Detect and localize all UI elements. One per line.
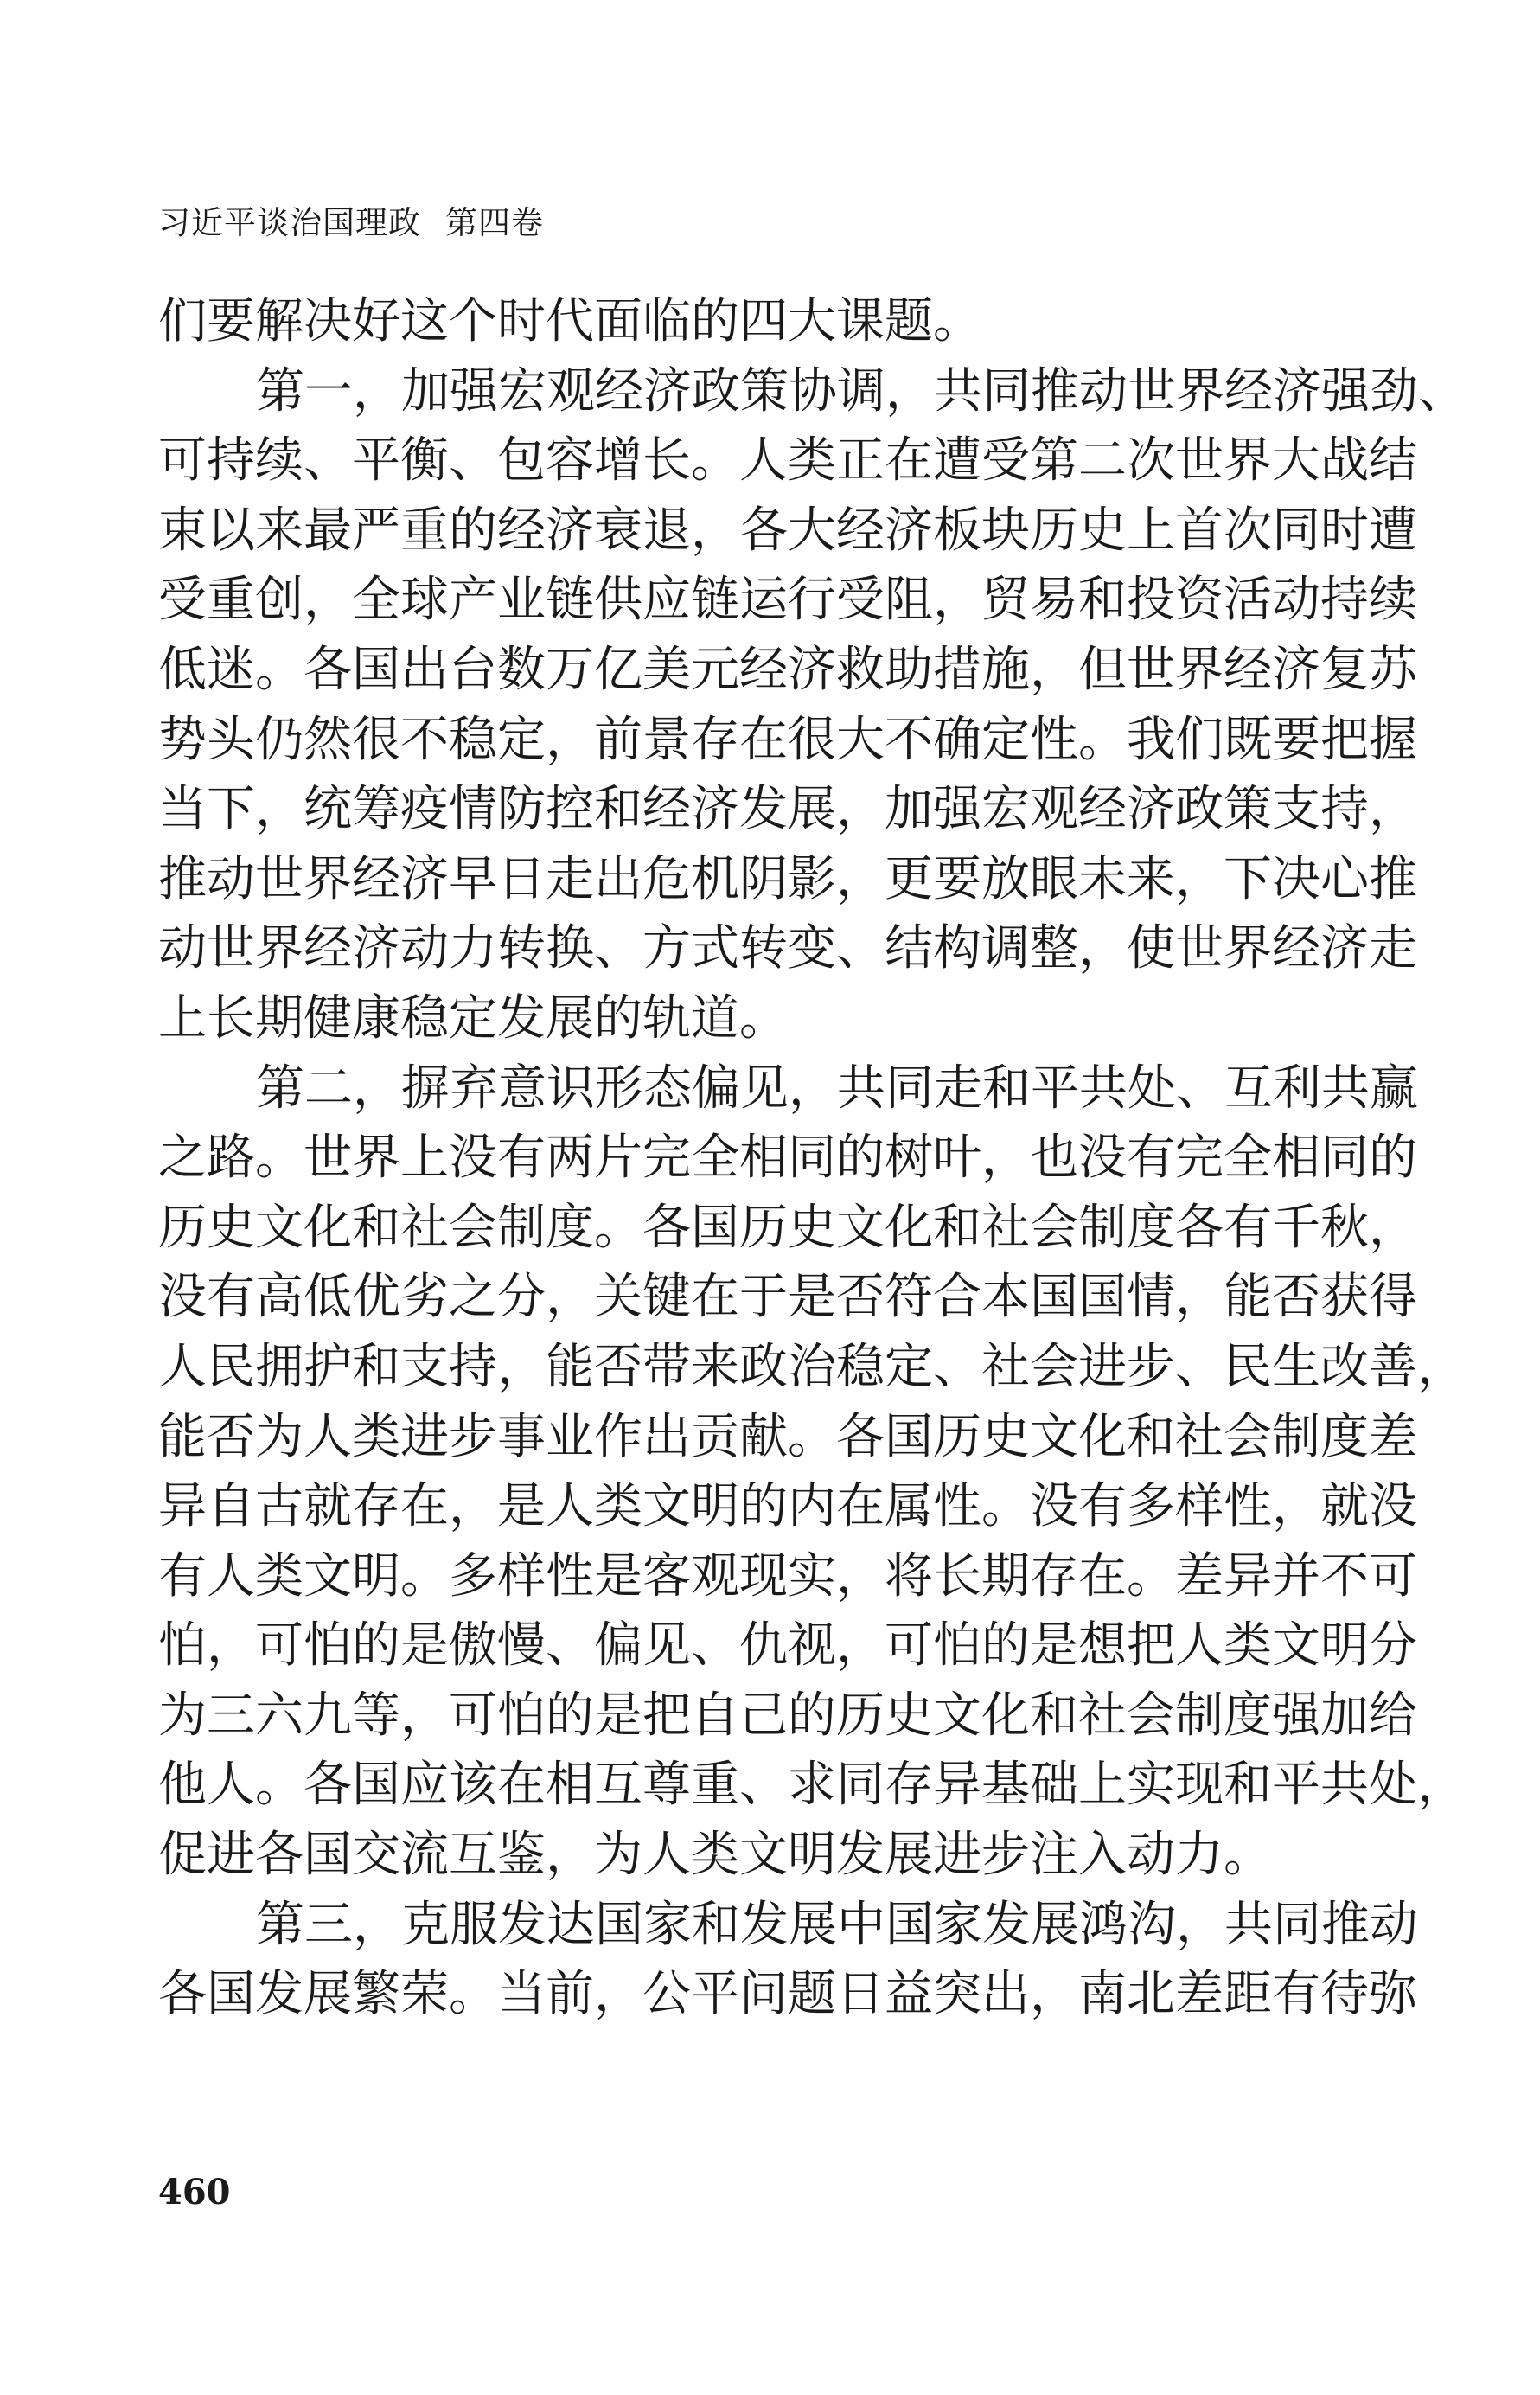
text-line: 们要解决好这个时代面临的四大课题。	[158, 293, 981, 349]
text-line: 束以来最严重的经济衰退，各大经济板块历史上首次同时遭	[158, 502, 1417, 559]
paragraph-first-line: 第三，克服发达国家和发展中国家发展鸿沟，共同推动	[256, 1896, 1418, 1953]
header-book-title: 习近平谈治国理政	[158, 204, 421, 241]
text-line: 异自古就存在，是人类文明的内在属性。没有多样性，就没	[158, 1478, 1417, 1535]
text-line: 没有高低优劣之分，关键在于是否符合本国国情，能否获得	[158, 1269, 1417, 1326]
paragraph-first-line: 第一，加强宏观经济政策协调，共同推动世界经济强劲、	[256, 362, 1467, 419]
text-line: 上长期健康稳定发展的轨道。	[158, 989, 788, 1047]
header-volume: 第四卷	[445, 204, 544, 241]
text-line: 为三六九等，可怕的是把自己的历史文化和社会制度强加给	[158, 1687, 1417, 1744]
text-line: 势头仍然很不稳定，前景存在很大不确定性。我们既要把握	[158, 711, 1417, 768]
text-line: 怕，可怕的是傲慢、偏见、仇视，可怕的是想把人类文明分	[158, 1617, 1417, 1675]
text-line: 他人。各国应该在相互尊重、求同存异基础上实现和平共处，	[158, 1757, 1466, 1814]
text-line: 可持续、平衡、包容增长。人类正在遭受第二次世界大战结	[158, 432, 1417, 490]
page-number: 460	[158, 2172, 231, 2212]
text-line: 动世界经济动力转换、方式转变、结构调整，使世界经济走	[158, 920, 1417, 977]
running-header	[158, 202, 544, 245]
text-line: 能否为人类进步事业作出贡献。各国历史文化和社会制度差	[158, 1408, 1417, 1465]
text-line: 有人类文明。多样性是客观现实，将长期存在。差异并不可	[158, 1547, 1417, 1604]
text-line: 推动世界经济早日走出危机阴影，更要放眼未来，下决心推	[158, 850, 1417, 907]
text-line: 历史文化和社会制度。各国历史文化和社会制度各有千秋，	[158, 1199, 1417, 1256]
paragraph-first-line: 第二，摒弃意识形态偏见，共同走和平共处、互利共赢	[256, 1060, 1418, 1117]
text-line: 低迷。各国出台数万亿美元经济救助措施，但世界经济复苏	[158, 641, 1417, 698]
text-line: 之路。世界上没有两片完全相同的树叶，也没有完全相同的	[158, 1130, 1417, 1187]
text-line: 当下，统筹疫情防控和经济发展，加强宏观经济政策支持，	[158, 781, 1417, 838]
text-line: 各国发展繁荣。当前，公平问题日益突出，南北差距有待弥	[158, 1966, 1417, 2023]
text-line: 促进各国交流互鉴，为人类文明发展进步注入动力。	[158, 1827, 1272, 1884]
body-text	[158, 287, 1467, 2030]
text-line: 受重创，全球产业链供应链运行受阻，贸易和投资活动持续	[158, 572, 1417, 629]
text-line: 人民拥护和支持，能否带来政治稳定、社会进步、民生改善，	[158, 1338, 1466, 1395]
